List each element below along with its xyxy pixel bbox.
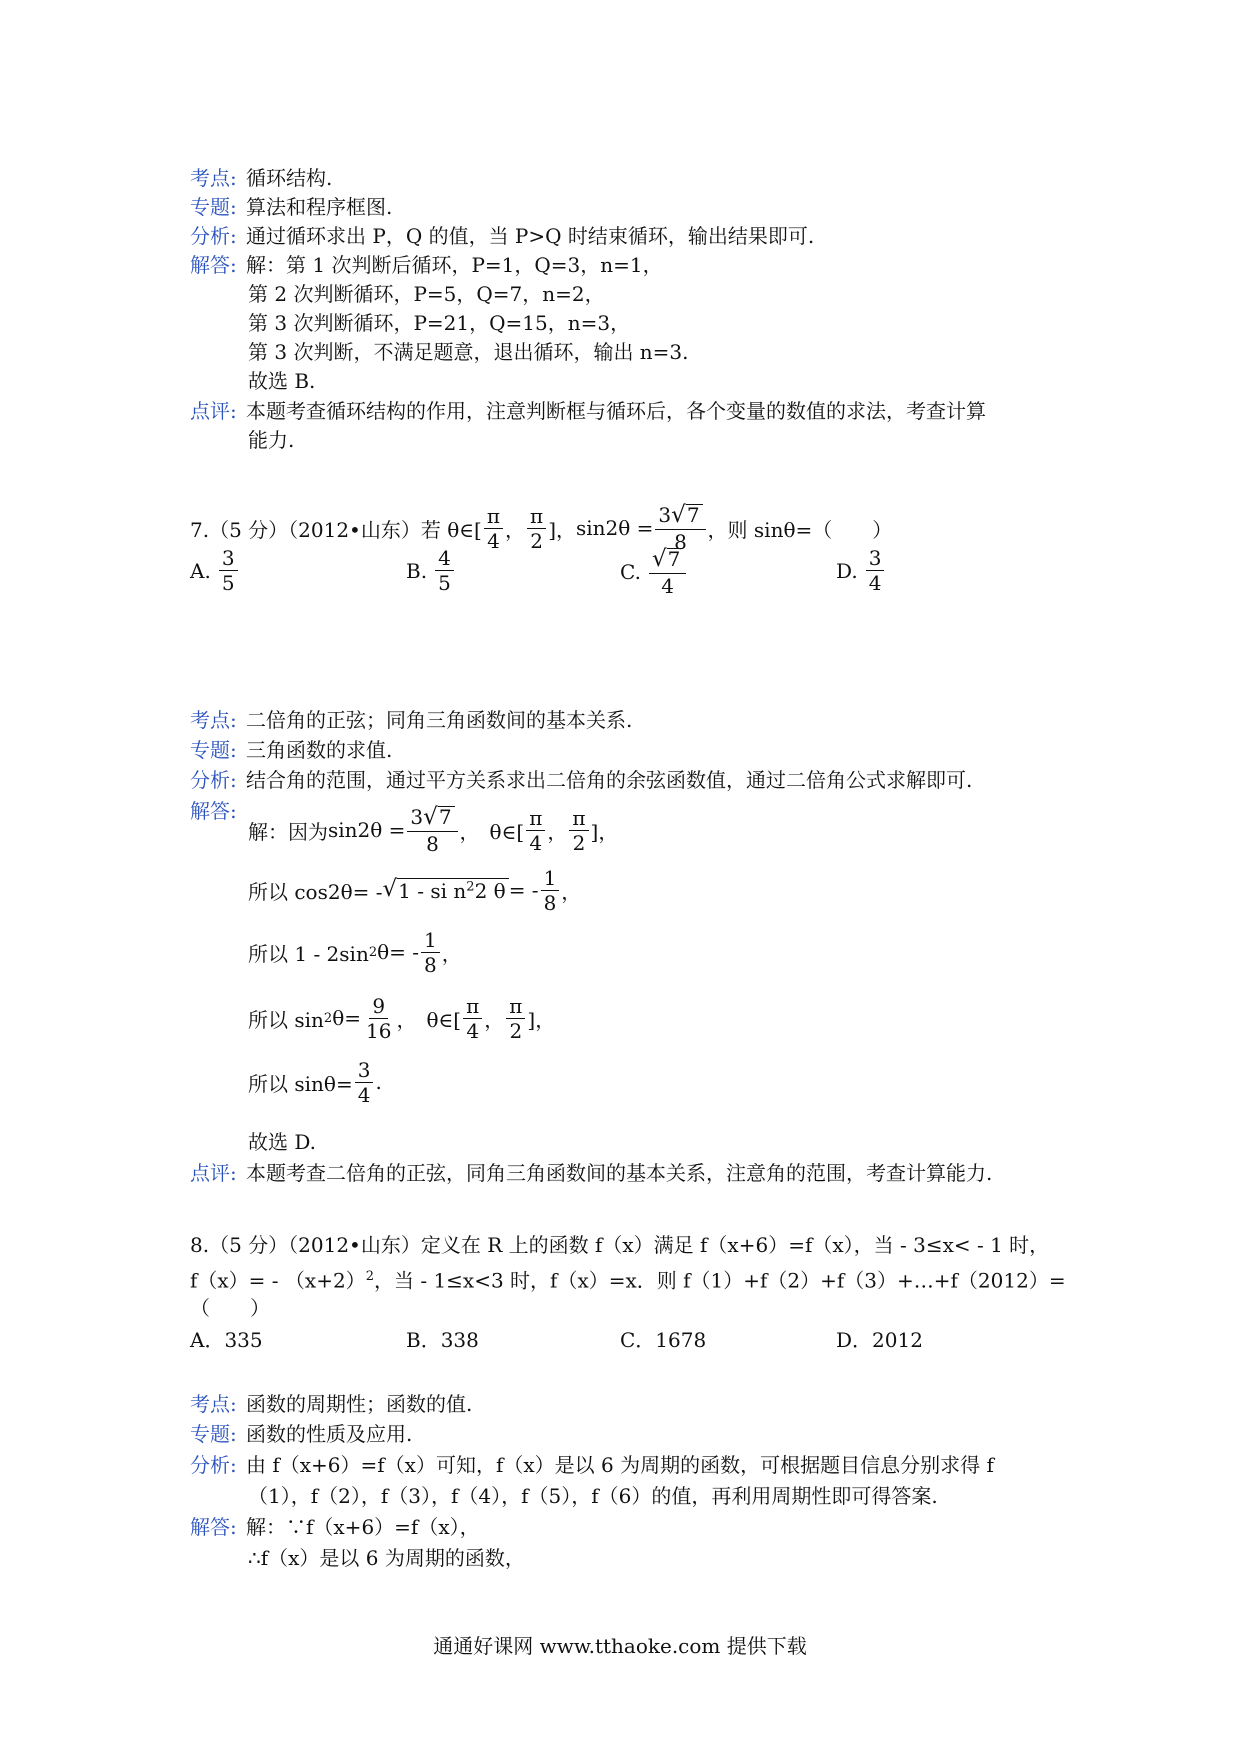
jieda-line-4: 所以 sin 2 θ= $\frac{9}{16}$ ， θ∈[ $\frac{\pi}{4}$ ， $\frac{\pi}{2}$ ]， bbox=[248, 993, 556, 1043]
zhuanti-label: 专题: bbox=[190, 195, 237, 219]
zhuanti-text: 三角函数的求值. bbox=[246, 738, 393, 762]
option-c[interactable]: C．1678 bbox=[620, 1328, 707, 1352]
kaodian-label: 考点: bbox=[190, 708, 237, 732]
q7-stem-suffix: ，则 sinθ=（ ） bbox=[707, 517, 893, 542]
dianping-text: 本题考查循环结构的作用，注意判断框与循环后，各个变量的数值的求法，考查计算 bbox=[246, 399, 986, 423]
option-b[interactable]: B. $\frac{4}{5}$ bbox=[406, 548, 456, 593]
zhuanti-text: 算法和程序框图. bbox=[246, 195, 393, 219]
jieda-line-5: 所以 sinθ= $\frac{3}{4}$ . bbox=[248, 1057, 382, 1107]
pi-over-4: $\frac{\pi}{4}$ bbox=[484, 506, 503, 551]
pi-over-2: $\frac{\pi}{2}$ bbox=[527, 506, 546, 551]
three-sqrt7-over-8: 3 √ 7 8 bbox=[655, 504, 705, 552]
q7-stem: 7.（5 分）（2012•山东）若 θ∈[ $\frac{\pi}{4}$ ， $\frac{\pi}{2}$ ]， sin2θ = 3 √ 7 8 ，则 sinθ=（ ） bbox=[190, 502, 893, 554]
jieda-line: 解：∵f（x+6）=f（x）， bbox=[246, 1515, 480, 1539]
option-c[interactable]: C. √ 7 4 bbox=[620, 548, 688, 596]
zhuanti-label: 专题: bbox=[190, 738, 237, 762]
dianping-label: 点评: bbox=[190, 399, 237, 423]
kaodian-label: 考点: bbox=[190, 166, 237, 190]
dianping-text: 本题考查二倍角的正弦，同角三角函数间的基本关系，注意角的范围，考查计算能力. bbox=[246, 1161, 993, 1185]
kaodian-text: 二倍角的正弦；同角三角函数间的基本关系. bbox=[246, 708, 633, 732]
jieda-line: 第 2 次判断循环，P=5，Q=7，n=2， bbox=[248, 282, 605, 306]
jieda-label: 解答: bbox=[190, 799, 237, 823]
kaodian-text: 函数的周期性；函数的值. bbox=[246, 1392, 473, 1416]
sin2theta: sin2θ = bbox=[576, 516, 654, 540]
jieda-label: 解答: bbox=[190, 1515, 237, 1539]
option-d[interactable]: D. $\frac{3}{4}$ bbox=[836, 548, 886, 593]
jieda-line: 故选 B. bbox=[248, 369, 316, 393]
dianping-text: 能力. bbox=[248, 428, 295, 452]
page-footer: 通通好课网 www.tthaoke.com 提供下载 bbox=[433, 1634, 807, 1658]
fenxi-text: 结合角的范围，通过平方关系求出二倍角的余弦函数值，通过二倍角公式求解即可. bbox=[246, 768, 973, 792]
jieda-final: 故选 D. bbox=[248, 1130, 317, 1154]
option-a[interactable]: A. $\frac{3}{5}$ bbox=[190, 548, 240, 593]
fenxi-label: 分析: bbox=[190, 1453, 237, 1477]
jieda-line: ∴f（x）是以 6 为周期的函数， bbox=[248, 1546, 525, 1570]
jieda-line-1: 解：因为 sin2θ = 3 √ 7 8 ， θ∈[ $\frac{\pi}{4}$ ， $\frac{\pi}{2}$ ]， bbox=[248, 804, 619, 856]
jieda-line: 第 3 次判断，不满足题意，退出循环，输出 n=3. bbox=[248, 340, 689, 364]
jieda-label: 解答: bbox=[190, 253, 237, 277]
fenxi-text: 由 f（x+6）=f（x）可知，f（x）是以 6 为周期的函数，可根据题目信息分别求得 f bbox=[246, 1453, 994, 1477]
fenxi-text: 通过循环求出 P，Q 的值，当 P>Q 时结束循环，输出结果即可. bbox=[246, 224, 815, 248]
option-a[interactable]: A．335 bbox=[190, 1328, 263, 1352]
jieda-line-3: 所以 1 - 2sin 2 θ= - $\frac{1}{8}$ ， bbox=[248, 927, 462, 977]
jieda-line-2: 所以 cos2θ= - √ 1 - si $n^22$ θ = - $\frac{1}{8}$ ， bbox=[248, 865, 582, 915]
kaodian-text: 循环结构. bbox=[246, 166, 333, 190]
kaodian-label: 考点: bbox=[190, 1392, 237, 1416]
fenxi-text: （1），f（2），f（3），f（4），f（5），f（6）的值，再利用周期性即可得答案. bbox=[248, 1484, 938, 1508]
fenxi-label: 分析: bbox=[190, 224, 237, 248]
zhuanti-text: 函数的性质及应用. bbox=[246, 1422, 413, 1446]
q8-line: （ ） bbox=[190, 1296, 270, 1320]
q7-stem-prefix: 7.（5 分）（2012•山东）若 θ∈[ bbox=[190, 517, 482, 542]
zhuanti-label: 专题: bbox=[190, 1422, 237, 1446]
option-b[interactable]: B．338 bbox=[406, 1328, 479, 1352]
jieda-line: 解：第 1 次判断后循环，P=1，Q=3，n=1， bbox=[246, 253, 663, 277]
jieda-line: 第 3 次判断循环，P=21，Q=15，n=3， bbox=[248, 311, 631, 335]
q8-line: 8.（5 分）（2012•山东）定义在 R 上的函数 f（x）满足 f（x+6）=f（x），当 - 3≤x< - 1 时， bbox=[190, 1233, 1050, 1257]
option-d[interactable]: D．2012 bbox=[836, 1328, 923, 1352]
fenxi-label: 分析: bbox=[190, 768, 237, 792]
dianping-label: 点评: bbox=[190, 1161, 237, 1185]
q8-line: $f(x)= - (x+2)^2$，当 - 1≤x<3 时，f（x）=x．则 f（1）+f（2）+f（3）+…+f（2012）= bbox=[190, 1268, 1066, 1293]
